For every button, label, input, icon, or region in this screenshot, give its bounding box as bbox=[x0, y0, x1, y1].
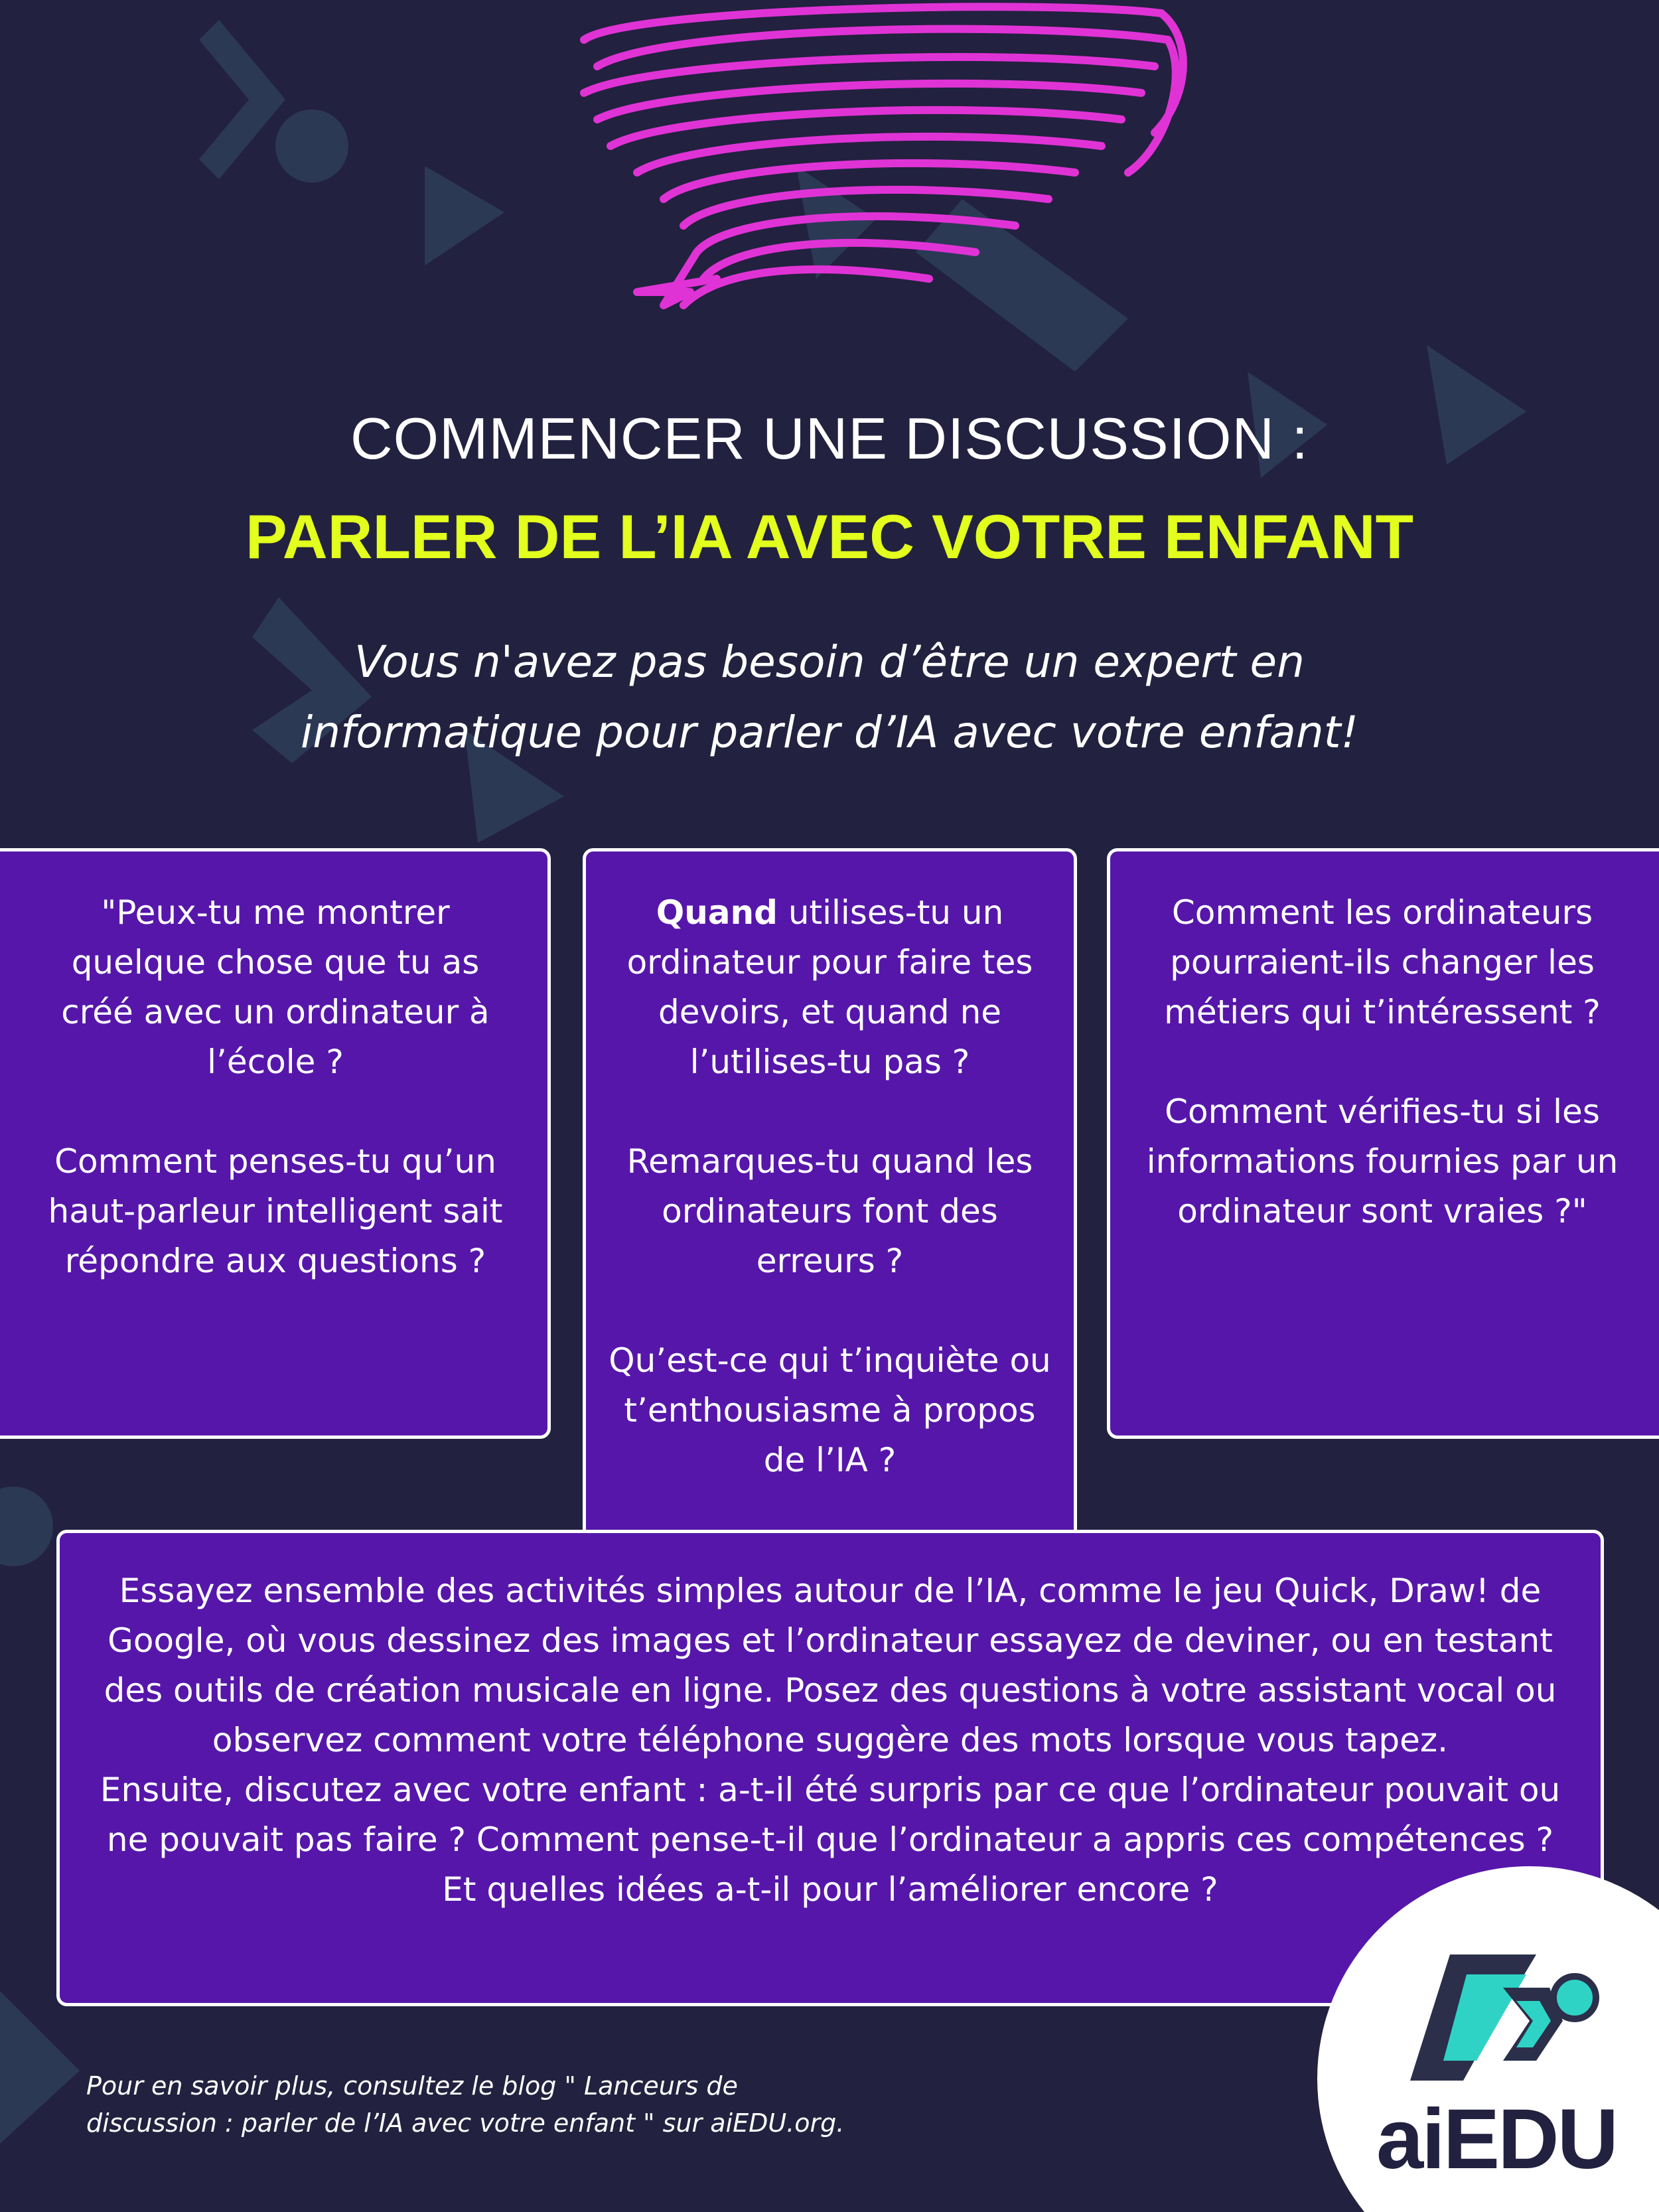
activity-paragraph: Essayez ensemble des activités simples autour de l’IA, comme le jeu Quick, Draw! de Google, où vous dessinez des images et l’ordinateur essayez de deviner, ou en testant des outils de création musicale en ligne. Posez des questions à votre assistant vocal ou observez comment votre téléphone suggère des mots lorsque vous tapez. bbox=[104, 1572, 1557, 1759]
question-card-right bbox=[1107, 848, 1659, 1439]
decor-triangle-shape bbox=[425, 166, 504, 265]
footer-line-2: discussion : parler de l’IA avec votre enfant " sur aiEDU.org. bbox=[86, 2108, 845, 2138]
intro-line-1: Vous n'avez pas besoin d’être un expert en bbox=[354, 636, 1305, 688]
footer-note bbox=[86, 2067, 949, 2142]
question-emphasis: Quand bbox=[656, 893, 778, 932]
decor-bar-shape bbox=[916, 199, 1128, 372]
question-text: Comment vérifies-tu si les informations fournies par un ordinateur sont vraies ?" bbox=[1146, 1092, 1619, 1230]
question-text: "Peux-tu me montrer quelque chose que tu as créé avec un ordinateur à l’école ? bbox=[61, 893, 490, 1081]
intro-line-2: informatique pour parler d’IA avec votre enfant! bbox=[300, 707, 1359, 758]
decor-chevron-shape bbox=[199, 20, 285, 179]
question-text: Remarques-tu quand les ordinateurs font des erreurs ? bbox=[626, 1142, 1033, 1280]
pink-scribble-speech-bubble bbox=[584, 7, 1183, 305]
question-card-left bbox=[0, 848, 551, 1439]
question-text: Comment penses-tu qu’un haut-parleur intelligent sait répondre aux questions ? bbox=[48, 1142, 503, 1280]
page-title: COMMENCER UNE DISCUSSION : bbox=[350, 406, 1309, 471]
question-text: Comment les ordinateurs pourraient-ils changer les métiers qui t’intéressent ? bbox=[1164, 893, 1601, 1031]
decor-circle-shape bbox=[0, 1487, 53, 1566]
decor-triangle-shape bbox=[0, 1991, 80, 2144]
question-card-middle bbox=[583, 848, 1077, 1545]
decor-circle-shape bbox=[275, 110, 348, 183]
logo-wordmark: aiEDU bbox=[1376, 2092, 1617, 2187]
footer-line-1: Pour en savoir plus, consultez le blog " Lanceurs de bbox=[86, 2071, 738, 2101]
intro-text bbox=[166, 627, 1493, 768]
page-subtitle: PARLER DE L’IA AVEC VOTRE ENFANT bbox=[245, 502, 1414, 571]
question-text bbox=[605, 888, 1055, 1087]
question-rest: utilises-tu un ordinateur pour faire tes devoirs, et quand ne l’utilises-tu pas ? bbox=[626, 893, 1033, 1081]
activity-card bbox=[56, 1530, 1604, 2006]
question-text: Qu’est-ce qui t’inquiète ou t’enthousiasme à propos de l’IA ? bbox=[609, 1341, 1051, 1479]
aiedu-logo-icon bbox=[1404, 1948, 1603, 2101]
activity-paragraph: Ensuite, discutez avec votre enfant : a-t-il été surpris par ce que l’ordinateur pouvait ou ne pouvait pas faire ? Comment pense-t-il que l’ordinateur a appris ces compétences ? Et quelles idées a-t-il pour l’améliorer encore ? bbox=[100, 1771, 1561, 1909]
